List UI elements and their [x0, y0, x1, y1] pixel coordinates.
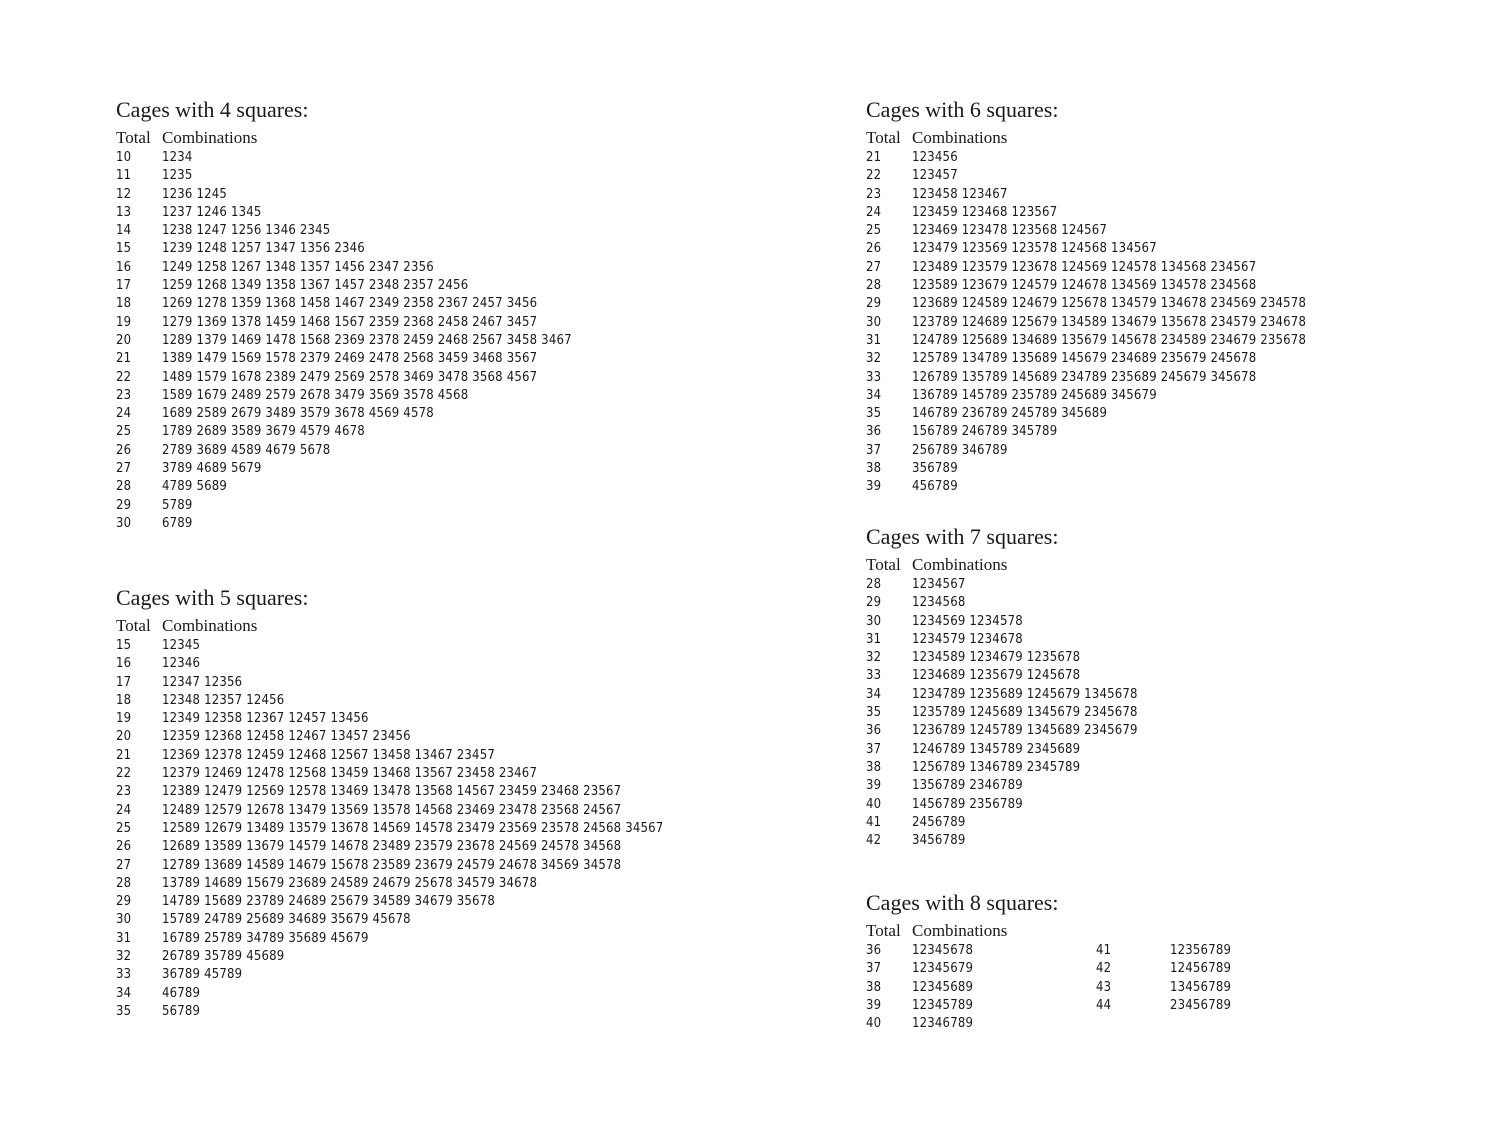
row-total: 29: [116, 894, 132, 910]
row-total: 38: [866, 461, 882, 477]
row-combinations: 1236 1245: [162, 186, 228, 202]
row-combinations: 13456789: [1170, 979, 1232, 995]
table-row: [116, 405, 572, 423]
table-row: [866, 369, 1306, 387]
table-row: [866, 277, 1306, 295]
table-row: [116, 350, 572, 368]
row-combinations: 2789 3689 4589 4679 5678: [162, 442, 331, 458]
header-total: Total: [866, 921, 901, 940]
row-combinations: 125789 134789 135689 145679 234689 235679 245678: [912, 351, 1257, 367]
row-total: 28: [866, 577, 882, 592]
row-total: 33: [866, 668, 882, 684]
row-combinations: 12589 12679 13489 13579 13678 14569 14578 23479 23569 23578 24568 34567: [162, 820, 664, 836]
header-total: Total: [116, 616, 151, 635]
row-total: 19: [116, 711, 132, 727]
table-row: [116, 369, 572, 387]
row-total: 36: [866, 723, 882, 739]
row-combinations: 1234567: [912, 577, 966, 592]
row-total: 14: [116, 223, 132, 239]
table-row: [116, 747, 663, 765]
row-combinations: 123479 123569 123578 124568 134567: [912, 241, 1157, 257]
row-combinations: 1289 1379 1469 1478 1568 2369 2378 2459 2468 2567 3458 3467: [162, 332, 572, 348]
table-row: [116, 710, 663, 728]
table-row: [866, 405, 1306, 423]
row-combinations: 1249 1258 1267 1348 1357 1456 2347 2356: [162, 259, 434, 275]
row-total: 26: [116, 839, 132, 855]
row-combinations: 1589 1679 2489 2579 2678 3479 3569 3578 4568: [162, 387, 469, 403]
table-row: [116, 692, 663, 710]
row-combinations: 123469 123478 123568 124567: [912, 223, 1108, 239]
table-row: [866, 667, 1138, 685]
row-total: 43: [1096, 979, 1112, 995]
row-combinations: 12369 12378 12459 12468 12567 13458 13467 23457: [162, 747, 495, 763]
row-total: 28: [116, 875, 132, 891]
row-combinations: 123589 123679 124579 124678 134569 134578 234568: [912, 278, 1257, 294]
table-row: [116, 985, 663, 1003]
table-row: [866, 259, 1306, 277]
row-total: 32: [866, 351, 882, 367]
table-row: [116, 966, 663, 984]
section-5-squares: [116, 585, 663, 1021]
row-total: 31: [116, 930, 132, 946]
row-total: 10: [116, 150, 132, 165]
row-total: 16: [116, 259, 132, 275]
row-total: 25: [116, 820, 132, 836]
table-row: [866, 979, 1058, 997]
table-row: [866, 594, 1138, 612]
table-row: [116, 332, 572, 350]
row-combinations: 12345789: [912, 997, 974, 1013]
section-8-squares: [866, 890, 1232, 1033]
row-total: 28: [116, 479, 132, 495]
row-combinations: 12379 12469 12478 12568 13459 13468 13567 23458 23467: [162, 766, 538, 782]
row-total: 44: [1096, 997, 1112, 1013]
table-row: [116, 277, 572, 295]
row-combinations: 1269 1278 1359 1368 1458 1467 2349 2358 2367 2457 3456: [162, 296, 538, 312]
table-row: [116, 911, 663, 929]
row-combinations: 16789 25789 34789 35689 45679: [162, 930, 369, 946]
table-row: [866, 478, 1306, 496]
section-6-squares: [866, 97, 1306, 497]
row-combinations: 456789: [912, 479, 958, 495]
row-combinations: 1234579 1234678: [912, 631, 1023, 647]
table-row: [866, 167, 1306, 185]
row-total: 11: [116, 168, 132, 184]
row-combinations: 12346: [162, 656, 201, 672]
row-total: 40: [866, 796, 882, 812]
row-total: 30: [116, 912, 132, 928]
table-row: [866, 960, 1058, 978]
row-combinations: 1239 1248 1257 1347 1356 2346: [162, 241, 365, 257]
row-combinations: 123689 124589 124679 125678 134579 134678 234569 234578: [912, 296, 1307, 312]
header-total: Total: [116, 128, 151, 147]
row-total: 21: [116, 747, 132, 763]
row-total: 39: [866, 778, 882, 794]
row-combinations: 12456789: [1170, 961, 1232, 977]
row-total: 22: [116, 766, 132, 782]
row-combinations: 123489 123579 123678 124569 124578 134568 234567: [912, 259, 1257, 275]
table-row: [116, 948, 663, 966]
row-combinations: 1256789 1346789 2345789: [912, 759, 1081, 775]
row-combinations: 356789: [912, 461, 958, 477]
section-7-squares: [866, 524, 1138, 850]
section-title: Cages with 7 squares:: [866, 524, 1059, 549]
column-header: [866, 921, 1058, 941]
row-combinations: 126789 135789 145689 234789 235689 245679 345678: [912, 369, 1257, 385]
row-total: 34: [866, 387, 882, 403]
row-total: 42: [866, 833, 882, 849]
row-total: 18: [116, 692, 132, 708]
row-total: 32: [116, 949, 132, 965]
row-combinations: 1389 1479 1569 1578 2379 2469 2478 2568 3459 3468 3567: [162, 351, 538, 367]
column-header: [866, 128, 1306, 148]
row-total: 37: [866, 741, 882, 757]
rows: [116, 149, 572, 533]
row-total: 27: [866, 259, 882, 275]
rows-column-a: [866, 942, 1058, 1033]
row-total: 20: [116, 332, 132, 348]
row-total: 15: [116, 241, 132, 257]
table-row: [116, 497, 572, 515]
table-row: [1096, 979, 1231, 997]
row-combinations: 1259 1268 1349 1358 1367 1457 2348 2357 2456: [162, 278, 469, 294]
table-row: [866, 686, 1138, 704]
table-row: [116, 893, 663, 911]
table-row: [116, 387, 572, 405]
table-row: [1096, 997, 1231, 1015]
row-total: 25: [866, 223, 882, 239]
row-total: 39: [866, 997, 882, 1013]
row-combinations: 256789 346789: [912, 442, 1008, 458]
table-row: [866, 631, 1138, 649]
row-combinations: 123789 124689 125679 134589 134679 135678 234579 234678: [912, 314, 1307, 330]
row-combinations: 12345679: [912, 961, 974, 977]
row-combinations: 1234689 1235679 1245678: [912, 668, 1081, 684]
row-total: 29: [866, 595, 882, 611]
row-total: 19: [116, 314, 132, 330]
row-total: 42: [1096, 961, 1112, 977]
table-row: [866, 722, 1138, 740]
row-total: 23: [116, 784, 132, 800]
table-row: [866, 314, 1306, 332]
row-combinations: 1234568: [912, 595, 966, 611]
column-header: [866, 555, 1138, 575]
row-total: 17: [116, 278, 132, 294]
row-total: 41: [1096, 943, 1112, 958]
table-row: [116, 460, 572, 478]
table-row: [116, 167, 572, 185]
row-combinations: 1489 1579 1678 2389 2479 2569 2578 3469 3478 3568 4567: [162, 369, 538, 385]
row-total: 35: [116, 1003, 132, 1019]
table-row: [866, 1015, 1058, 1033]
row-combinations: 1279 1369 1378 1459 1468 1567 2359 2368 2458 2467 3457: [162, 314, 538, 330]
row-total: 35: [866, 705, 882, 721]
table-row: [116, 478, 572, 496]
row-combinations: 123457: [912, 168, 958, 184]
table-row: [116, 149, 572, 167]
row-combinations: 26789 35789 45689: [162, 949, 285, 965]
table-row: [116, 838, 663, 856]
row-combinations: 12345678: [912, 943, 974, 958]
row-total: 34: [116, 985, 132, 1001]
table-row: [866, 350, 1306, 368]
table-row: [866, 796, 1138, 814]
row-combinations: 156789 246789 345789: [912, 424, 1058, 440]
row-total: 37: [866, 961, 882, 977]
row-combinations: 136789 145789 235789 245689 345679: [912, 387, 1157, 403]
rows: [866, 942, 1232, 1033]
row-total: 21: [866, 150, 882, 165]
table-row: [866, 613, 1138, 631]
table-row: [116, 820, 663, 838]
table-row: [116, 875, 663, 893]
header-combinations: Combinations: [162, 616, 258, 635]
rows: [866, 149, 1306, 497]
table-row: [866, 332, 1306, 350]
row-total: 31: [866, 631, 882, 647]
table-row: [116, 802, 663, 820]
row-total: 29: [116, 497, 132, 513]
row-total: 29: [866, 296, 882, 312]
row-combinations: 12489 12579 12678 13479 13569 13578 14568 23469 23478 23568 24567: [162, 802, 622, 818]
row-combinations: 5789: [162, 497, 193, 513]
row-combinations: 1356789 2346789: [912, 778, 1023, 794]
row-total: 33: [866, 369, 882, 385]
table-row: [116, 515, 572, 533]
row-total: 37: [866, 442, 882, 458]
row-total: 36: [866, 424, 882, 440]
row-total: 24: [116, 406, 132, 422]
header-combinations: Combinations: [162, 128, 258, 147]
row-combinations: 123456: [912, 150, 958, 165]
row-combinations: 12789 13689 14589 14679 15678 23589 23679 24579 24678 34569 34578: [162, 857, 622, 873]
row-combinations: 1246789 1345789 2345689: [912, 741, 1081, 757]
row-combinations: 46789: [162, 985, 201, 1001]
row-combinations: 1234589 1234679 1235678: [912, 650, 1081, 666]
header-combinations: Combinations: [912, 921, 1008, 940]
table-row: [116, 204, 572, 222]
row-total: 24: [116, 802, 132, 818]
table-row: [866, 442, 1306, 460]
row-combinations: 12345689: [912, 979, 974, 995]
table-row: [866, 460, 1306, 478]
row-combinations: 124789 125689 134689 135679 145678 234589 234679 235678: [912, 332, 1307, 348]
table-row: [866, 295, 1306, 313]
row-combinations: 1234789 1235689 1245679 1345678: [912, 686, 1138, 702]
row-total: 30: [116, 515, 132, 531]
row-total: 38: [866, 979, 882, 995]
table-row: [116, 765, 663, 783]
row-combinations: 14789 15689 23789 24689 25679 34589 34679 35678: [162, 894, 495, 910]
column-header: [116, 128, 572, 148]
row-combinations: 12359 12368 12458 12467 13457 23456: [162, 729, 411, 745]
row-combinations: 12345: [162, 638, 201, 653]
table-row: [866, 149, 1306, 167]
row-total: 12: [116, 186, 132, 202]
row-total: 18: [116, 296, 132, 312]
table-row: [1096, 960, 1231, 978]
row-total: 32: [866, 650, 882, 666]
row-total: 22: [116, 369, 132, 385]
table-row: [116, 442, 572, 460]
section-title: Cages with 6 squares:: [866, 97, 1059, 122]
row-combinations: 3456789: [912, 833, 966, 849]
table-row: [116, 1003, 663, 1021]
row-combinations: 13789 14689 15679 23689 24589 24679 25678 34579 34678: [162, 875, 538, 891]
table-row: [116, 222, 572, 240]
table-row: [116, 857, 663, 875]
table-row: [866, 759, 1138, 777]
row-combinations: 23456789: [1170, 997, 1232, 1013]
table-row: [866, 777, 1138, 795]
table-row: [116, 655, 663, 673]
row-combinations: 1456789 2356789: [912, 796, 1023, 812]
row-total: 23: [866, 186, 882, 202]
table-row: [866, 814, 1138, 832]
row-combinations: 15789 24789 25689 34689 35679 45678: [162, 912, 411, 928]
table-row: [116, 930, 663, 948]
table-row: [866, 704, 1138, 722]
header-total: Total: [866, 555, 901, 574]
row-combinations: 1235: [162, 168, 193, 184]
row-combinations: 4789 5689: [162, 479, 228, 495]
row-combinations: 12349 12358 12367 12457 13456: [162, 711, 369, 727]
table-row: [116, 186, 572, 204]
row-combinations: 146789 236789 245789 345689: [912, 406, 1108, 422]
row-total: 27: [116, 857, 132, 873]
row-combinations: 1689 2589 2679 3489 3579 3678 4569 4578: [162, 406, 434, 422]
table-row: [116, 728, 663, 746]
row-combinations: 6789: [162, 515, 193, 531]
row-combinations: 3789 4689 5679: [162, 461, 262, 477]
table-row: [116, 259, 572, 277]
table-row: [116, 240, 572, 258]
row-total: 33: [116, 967, 132, 983]
row-total: 30: [866, 613, 882, 629]
column-header: [116, 616, 663, 636]
row-combinations: 12356789: [1170, 943, 1232, 958]
header-combinations: Combinations: [912, 128, 1008, 147]
row-combinations: 12689 13589 13679 14579 14678 23489 23579 23678 24569 24578 34568: [162, 839, 622, 855]
table-row: [866, 240, 1306, 258]
row-combinations: 56789: [162, 1003, 201, 1019]
row-combinations: 1237 1246 1345: [162, 204, 262, 220]
row-total: 15: [116, 638, 132, 653]
row-total: 30: [866, 314, 882, 330]
row-combinations: 123459 123468 123567: [912, 204, 1058, 220]
row-total: 38: [866, 759, 882, 775]
row-total: 25: [116, 424, 132, 440]
row-total: 17: [116, 674, 132, 690]
section-4-squares: [116, 97, 572, 533]
row-combinations: 1234569 1234578: [912, 613, 1023, 629]
table-row: [116, 314, 572, 332]
table-row: [866, 576, 1138, 594]
table-row: [1096, 942, 1231, 960]
row-total: 26: [866, 241, 882, 257]
row-total: 36: [866, 943, 882, 958]
row-combinations: 123458 123467: [912, 186, 1008, 202]
row-combinations: 1234: [162, 150, 193, 165]
row-total: 16: [116, 656, 132, 672]
section-title: Cages with 5 squares:: [116, 585, 309, 610]
row-total: 41: [866, 814, 882, 830]
table-row: [866, 997, 1058, 1015]
section-title: Cages with 8 squares:: [866, 890, 1059, 915]
row-combinations: 12347 12356: [162, 674, 243, 690]
row-combinations: 36789 45789: [162, 967, 243, 983]
row-total: 20: [116, 729, 132, 745]
row-total: 26: [116, 442, 132, 458]
row-total: 39: [866, 479, 882, 495]
section-title: Cages with 4 squares:: [116, 97, 309, 122]
table-row: [866, 222, 1306, 240]
table-row: [866, 942, 1058, 960]
row-combinations: 1789 2689 3589 3679 4579 4678: [162, 424, 365, 440]
table-row: [866, 423, 1306, 441]
table-row: [116, 637, 663, 655]
row-total: 13: [116, 204, 132, 220]
table-row: [116, 674, 663, 692]
row-total: 34: [866, 686, 882, 702]
row-total: 23: [116, 387, 132, 403]
row-combinations: 1236789 1245789 1345689 2345679: [912, 723, 1138, 739]
row-total: 21: [116, 351, 132, 367]
table-row: [866, 649, 1138, 667]
row-combinations: 1238 1247 1256 1346 2345: [162, 223, 331, 239]
header-total: Total: [866, 128, 901, 147]
row-total: 27: [116, 461, 132, 477]
table-row: [866, 387, 1306, 405]
row-total: 24: [866, 204, 882, 220]
table-row: [116, 295, 572, 313]
row-combinations: 1235789 1245689 1345679 2345678: [912, 705, 1138, 721]
rows-column-b: [1096, 942, 1231, 1015]
table-row: [866, 832, 1138, 850]
rows: [116, 637, 663, 1021]
row-total: 31: [866, 332, 882, 348]
header-combinations: Combinations: [912, 555, 1008, 574]
table-row: [866, 186, 1306, 204]
rows: [866, 576, 1138, 850]
table-row: [866, 204, 1306, 222]
table-row: [866, 741, 1138, 759]
row-total: 35: [866, 406, 882, 422]
row-combinations: 12348 12357 12456: [162, 692, 285, 708]
row-total: 28: [866, 278, 882, 294]
row-total: 40: [866, 1016, 882, 1032]
row-combinations: 2456789: [912, 814, 966, 830]
row-total: 22: [866, 168, 882, 184]
table-row: [116, 783, 663, 801]
row-combinations: 12346789: [912, 1016, 974, 1032]
row-combinations: 12389 12479 12569 12578 13469 13478 13568 14567 23459 23468 23567: [162, 784, 622, 800]
table-row: [116, 423, 572, 441]
